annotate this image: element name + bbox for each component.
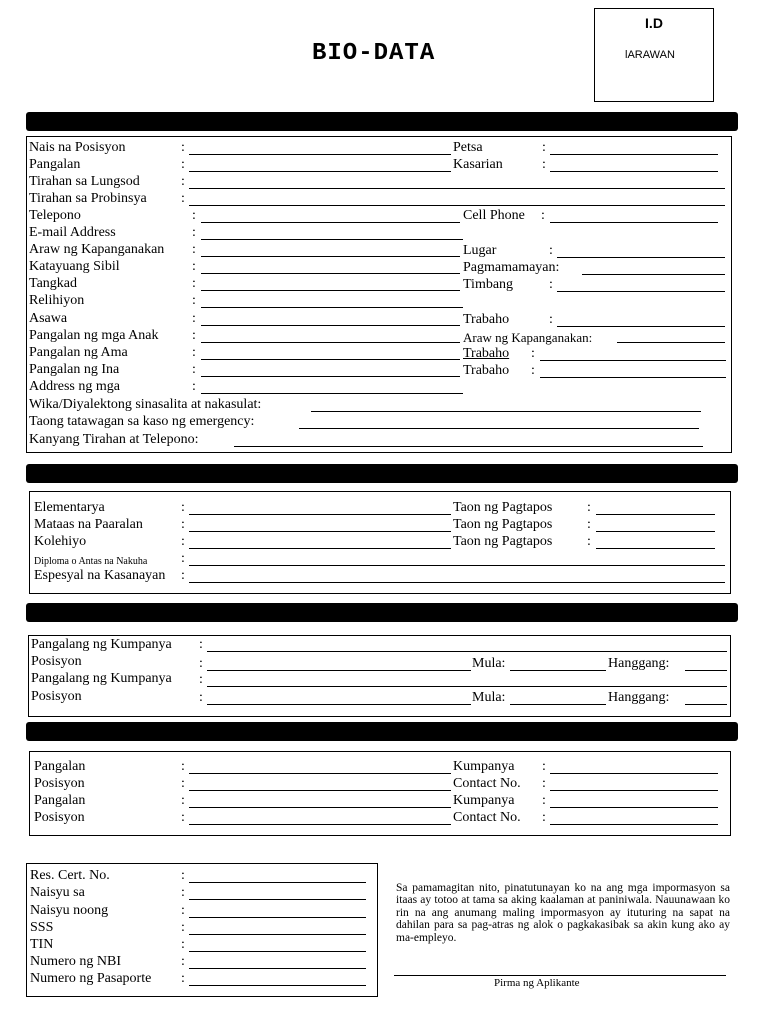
input-numero-nbi[interactable]	[189, 968, 366, 969]
colon: :	[181, 776, 185, 791]
colon: :	[181, 903, 185, 918]
colon: :	[199, 656, 203, 671]
colon: :	[192, 311, 196, 326]
label-petsa: Petsa	[453, 140, 483, 155]
input-ref-contact-1[interactable]	[550, 790, 718, 791]
label-mataas-na-paaralan: Mataas na Paaralan	[34, 517, 143, 532]
colon: :	[192, 293, 196, 308]
input-trabaho-asawa[interactable]	[557, 326, 725, 327]
input-naisyu-noong[interactable]	[189, 917, 366, 918]
label-ref-kumpanya-2: Kumpanya	[453, 793, 515, 808]
colon: :	[192, 225, 196, 240]
colon: :	[181, 920, 185, 935]
colon: :	[587, 534, 591, 549]
label-cell-phone: Cell Phone	[463, 208, 525, 223]
label-taon-elementarya: Taon ng Pagtapos	[453, 500, 553, 515]
input-tin[interactable]	[189, 951, 366, 952]
label-pagmamamayan: Pagmamamayan:	[463, 260, 560, 275]
input-sss[interactable]	[189, 934, 366, 935]
input-trabaho-ama[interactable]	[540, 360, 726, 361]
colon: :	[192, 379, 196, 394]
input-tirahan-probinsya[interactable]	[189, 205, 725, 206]
input-ref-pangalan-1[interactable]	[189, 773, 451, 774]
label-kumpanya-1: Pangalang ng Kumpanya	[31, 637, 172, 652]
label-katayuang-sibil: Katayuang Sibil	[29, 259, 120, 274]
label-address-ng-mga: Address ng mga	[29, 379, 120, 394]
colon: :	[192, 362, 196, 377]
input-ref-kumpanya-2[interactable]	[550, 807, 718, 808]
colon: :	[587, 517, 591, 532]
input-elementarya[interactable]	[189, 514, 451, 515]
input-res-cert-no[interactable]	[189, 882, 366, 883]
input-relihiyon[interactable]	[201, 307, 463, 308]
input-hanggang-1[interactable]	[685, 670, 727, 671]
colon: :	[542, 793, 546, 808]
input-ref-posisyon-1[interactable]	[189, 790, 451, 791]
input-taon-elementarya[interactable]	[596, 514, 715, 515]
colon: :	[181, 971, 185, 986]
input-kanyang-tirahan[interactable]	[234, 446, 703, 447]
input-ref-contact-2[interactable]	[550, 824, 718, 825]
label-telepono: Telepono	[29, 208, 81, 223]
input-ref-kumpanya-1[interactable]	[550, 773, 718, 774]
photo-id-label: I.D	[645, 15, 663, 31]
section-bar-employment	[26, 603, 738, 622]
label-ref-contact-1: Contact No.	[453, 776, 521, 791]
label-hanggang-1: Hanggang:	[608, 656, 670, 671]
label-trabaho-asawa: Trabaho	[463, 312, 510, 327]
input-hanggang-2[interactable]	[685, 704, 727, 705]
label-espesyal-na-kasanayan: Espesyal na Kasanayan	[34, 568, 166, 583]
colon: :	[542, 810, 546, 825]
signature-label: Pirma ng Aplikante	[494, 977, 580, 989]
input-naisyu-sa[interactable]	[189, 899, 366, 900]
input-pangalan-ama[interactable]	[201, 359, 460, 360]
label-mga-anak: Pangalan ng mga Anak	[29, 328, 159, 343]
input-trabaho-ina[interactable]	[540, 377, 726, 378]
label-ref-posisyon-1: Posisyon	[34, 776, 85, 791]
label-sss: SSS	[30, 920, 54, 935]
section-bar-personal	[26, 112, 738, 131]
label-taon-kolehiyo: Taon ng Pagtapos	[453, 534, 553, 549]
colon: :	[199, 637, 203, 652]
input-posisyon-2[interactable]	[207, 704, 471, 705]
input-tangkad[interactable]	[201, 290, 460, 291]
colon: :	[549, 243, 553, 258]
input-anak-kapanganakan[interactable]	[617, 342, 725, 343]
label-naisyu-sa: Naisyu sa	[30, 885, 85, 900]
colon: :	[542, 140, 546, 155]
input-kasarian[interactable]	[550, 171, 718, 172]
label-elementarya: Elementarya	[34, 500, 105, 515]
label-kumpanya-2: Pangalang ng Kumpanya	[31, 671, 172, 686]
input-mula-2[interactable]	[510, 704, 606, 705]
input-lugar[interactable]	[557, 257, 725, 258]
label-emergency: Taong tatawagan sa kaso ng emergency:	[29, 414, 255, 429]
colon: :	[181, 810, 185, 825]
input-petsa[interactable]	[550, 154, 718, 155]
label-numero-pasaporte: Numero ng Pasaporte	[30, 971, 152, 986]
declaration-text: Sa pamamagitan nito, pinatutunayan ko na ang mga impormasyon sa itaas ay totoo at tama sa aking kaalaman at paniniwala. Nauunawaan ko rin na ang anumang maling impormasyon ay ituturing na sapat na dahilan para sa pag-atras ng alok o pagkakasibak sa akin kung ako ay ma-empleyo.	[396, 882, 730, 944]
input-mataas-na-paaralan[interactable]	[189, 531, 451, 532]
colon: :	[181, 551, 185, 566]
input-katayuang-sibil[interactable]	[201, 273, 460, 274]
colon: :	[587, 500, 591, 515]
input-posisyon-1[interactable]	[207, 670, 471, 671]
colon: :	[542, 776, 546, 791]
label-email: E-mail Address	[29, 225, 116, 240]
label-kolehiyo: Kolehiyo	[34, 534, 87, 549]
page-title: BIO-DATA	[312, 40, 436, 67]
label-posisyon-2: Posisyon	[31, 689, 82, 704]
colon: :	[181, 868, 185, 883]
colon: :	[181, 157, 185, 172]
input-taon-mataas[interactable]	[596, 531, 715, 532]
label-ref-pangalan-2: Pangalan	[34, 793, 86, 808]
label-timbang: Timbang	[463, 277, 514, 292]
label-taon-mataas: Taon ng Pagtapos	[453, 517, 553, 532]
label-pangalan: Pangalan	[29, 157, 81, 172]
input-tirahan-lungsod[interactable]	[189, 188, 725, 189]
label-nais-na-posisyon: Nais na Posisyon	[29, 140, 126, 155]
label-ref-posisyon-2: Posisyon	[34, 810, 85, 825]
input-kolehiyo[interactable]	[189, 548, 451, 549]
input-araw-ng-kapanganakan[interactable]	[201, 256, 460, 257]
label-numero-nbi: Numero ng NBI	[30, 954, 121, 969]
colon: :	[181, 517, 185, 532]
input-emergency[interactable]	[299, 428, 699, 429]
colon: :	[181, 191, 185, 206]
section-bar-references	[26, 722, 738, 741]
input-mula-1[interactable]	[510, 670, 606, 671]
label-mula-1: Mula:	[472, 656, 506, 671]
input-taon-kolehiyo[interactable]	[596, 548, 715, 549]
input-pangalan[interactable]	[189, 171, 451, 172]
label-tirahan-probinsya: Tirahan sa Probinsya	[29, 191, 147, 206]
label-res-cert-no: Res. Cert. No.	[30, 868, 110, 883]
input-diploma[interactable]	[189, 565, 725, 566]
label-diploma: Diploma o Antas na Nakuha	[34, 556, 148, 567]
colon: :	[192, 259, 196, 274]
colon: :	[541, 208, 545, 223]
label-ref-contact-2: Contact No.	[453, 810, 521, 825]
colon: :	[192, 328, 196, 343]
input-kumpanya-1[interactable]	[207, 651, 727, 652]
label-lugar: Lugar	[463, 243, 497, 258]
label-anak-kapanganakan: Araw ng Kapanganakan:	[463, 330, 593, 345]
input-mga-anak[interactable]	[201, 342, 460, 343]
colon: :	[542, 759, 546, 774]
input-wika[interactable]	[311, 411, 701, 412]
input-espesyal-na-kasanayan[interactable]	[189, 582, 725, 583]
colon: :	[192, 242, 196, 257]
colon: :	[199, 690, 203, 705]
colon: :	[181, 793, 185, 808]
colon: :	[549, 312, 553, 327]
colon: :	[181, 937, 185, 952]
colon: :	[181, 954, 185, 969]
input-ref-posisyon-2[interactable]	[189, 824, 451, 825]
photo-larawan-label: lARAWAN	[625, 49, 675, 61]
colon: :	[531, 346, 535, 361]
colon: :	[192, 208, 196, 223]
colon: :	[181, 140, 185, 155]
input-asawa[interactable]	[201, 325, 460, 326]
input-numero-pasaporte[interactable]	[189, 985, 366, 986]
label-tirahan-lungsod: Tirahan sa Lungsod	[29, 174, 140, 189]
colon: :	[181, 500, 185, 515]
input-timbang[interactable]	[557, 291, 725, 292]
label-ref-pangalan-1: Pangalan	[34, 759, 86, 774]
label-naisyu-noong: Naisyu noong	[30, 903, 109, 918]
label-pangalan-ina: Pangalan ng Ina	[29, 362, 120, 377]
label-wika: Wika/Diyalektong sinasalita at nakasulat:	[29, 397, 262, 412]
signature-line[interactable]	[394, 975, 726, 976]
input-pangalan-ina[interactable]	[201, 376, 460, 377]
label-hanggang-2: Hanggang:	[608, 690, 670, 705]
colon: :	[192, 345, 196, 360]
label-pangalan-ama: Pangalan ng Ama	[29, 345, 128, 360]
input-address-ng-mga[interactable]	[201, 393, 463, 394]
colon: :	[181, 534, 185, 549]
input-cell-phone[interactable]	[550, 222, 718, 223]
input-kumpanya-2[interactable]	[207, 686, 727, 687]
label-tin: TIN	[30, 937, 54, 952]
colon: :	[542, 157, 546, 172]
input-telepono[interactable]	[201, 222, 460, 223]
colon: :	[192, 276, 196, 291]
input-nais-na-posisyon[interactable]	[189, 154, 451, 155]
input-pagmamamayan[interactable]	[582, 274, 725, 275]
colon: :	[181, 885, 185, 900]
label-asawa: Asawa	[29, 311, 68, 326]
label-trabaho-ama: Trabaho	[463, 346, 510, 361]
colon: :	[531, 363, 535, 378]
label-posisyon-1: Posisyon	[31, 654, 82, 669]
label-ref-kumpanya-1: Kumpanya	[453, 759, 515, 774]
input-ref-pangalan-2[interactable]	[189, 807, 451, 808]
label-tangkad: Tangkad	[29, 276, 78, 291]
photo-box	[594, 8, 714, 102]
colon: :	[181, 174, 185, 189]
label-kasarian: Kasarian	[453, 157, 503, 172]
label-mula-2: Mula:	[472, 690, 506, 705]
colon: :	[181, 568, 185, 583]
colon: :	[199, 672, 203, 687]
section-bar-education	[26, 464, 738, 483]
input-email[interactable]	[201, 239, 463, 240]
colon: :	[549, 277, 553, 292]
label-trabaho-ina: Trabaho	[463, 363, 510, 378]
label-araw-ng-kapanganakan: Araw ng Kapanganakan	[29, 242, 165, 257]
label-relihiyon: Relihiyon	[29, 293, 85, 308]
colon: :	[181, 759, 185, 774]
label-kanyang-tirahan: Kanyang Tirahan at Telepono:	[29, 432, 199, 447]
